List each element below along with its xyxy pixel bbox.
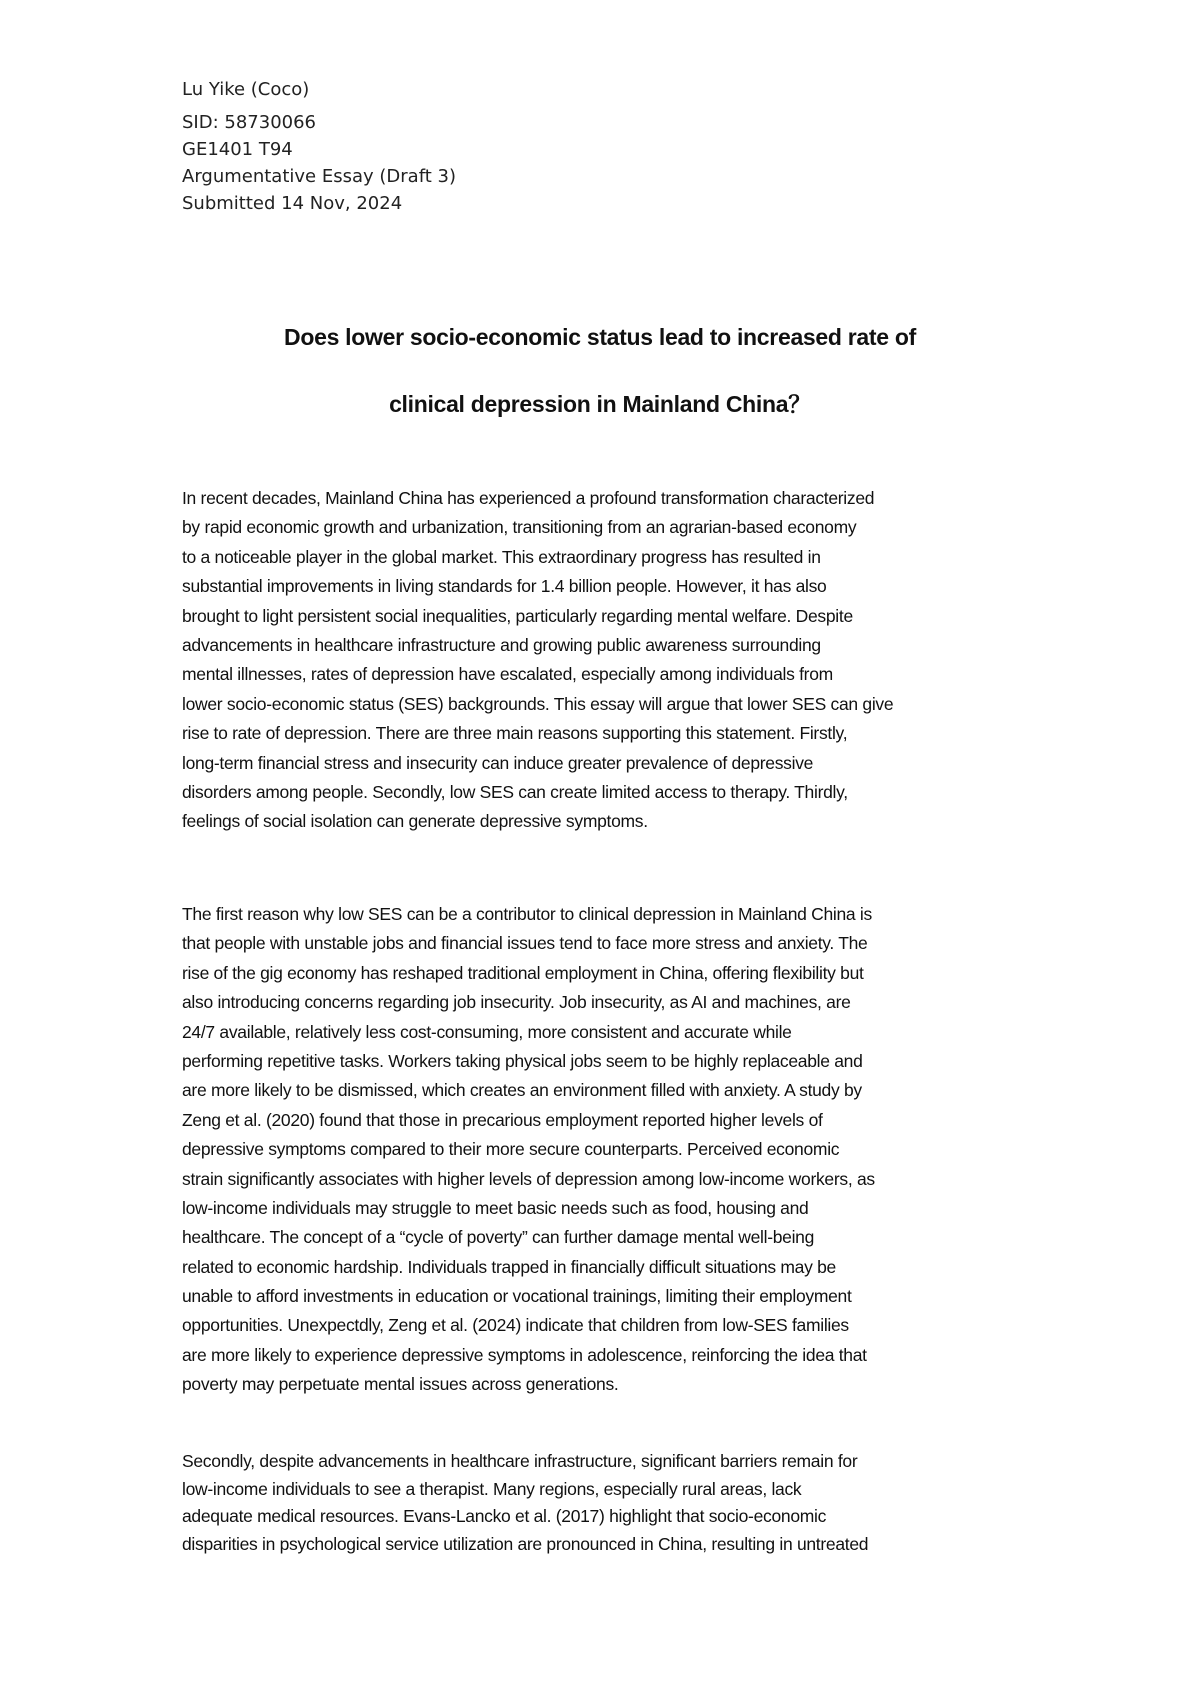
- text-line: substantial improvements in living standards for 1.4 billion people. However, it has also: [182, 576, 827, 597]
- text-line: Secondly, despite advancements in healthcare infrastructure, significant barriers remain for: [182, 1451, 858, 1471]
- text-line: poverty may perpetuate mental issues across generations.: [182, 1374, 619, 1395]
- text-line: opportunities. Unexpectdly, Zeng et al. (2024) indicate that children from low-SES families: [182, 1315, 849, 1336]
- text-line: lower socio-economic status (SES) backgrounds. This essay will argue that lower SES can give: [182, 693, 894, 714]
- text-line: related to economic hardship. Individuals trapped in financially difficult situations may be: [182, 1256, 836, 1277]
- text-line: are more likely to experience depressive symptoms in adolescence, reinforcing the idea that: [182, 1344, 867, 1365]
- text-line: Zeng et al. (2020) found that those in precarious employment reported higher levels of: [182, 1109, 823, 1130]
- text-line: mental illnesses, rates of depression have escalated, especially among individuals from: [182, 664, 833, 685]
- text-line: performing repetitive tasks. Workers taking physical jobs seem to be highly replaceable and: [182, 1050, 863, 1071]
- text-line: rise to rate of depression. There are three main reasons supporting this statement. Firstly,: [182, 723, 848, 744]
- text-line: unable to afford investments in education or vocational trainings, limiting their employment: [182, 1286, 852, 1307]
- text-line: In recent decades, Mainland China has experienced a profound transformation characterized: [182, 488, 875, 508]
- text-line: disorders among people. Secondly, low SES can create limited access to therapy. Thirdly,: [182, 781, 848, 802]
- text-line: by rapid economic growth and urbanization, transitioning from an agrarian-based economy: [182, 517, 857, 538]
- text-line: 24/7 available, relatively less cost-consuming, more consistent and accurate while: [182, 1021, 792, 1042]
- text-line: are more likely to be dismissed, which creates an environment filled with anxiety. A study by: [182, 1080, 862, 1101]
- paragraph-first-reason: [182, 900, 875, 1400]
- essay-title-line-2: clinical depression in Mainland China？: [389, 391, 811, 417]
- text-line: adequate medical resources. Evans-Lancko et al. (2017) highlight that socio-economic: [182, 1506, 827, 1527]
- text-line: strain significantly associates with higher levels of depression among low-income workers, as: [182, 1168, 875, 1189]
- text-line: that people with unstable jobs and financial issues tend to face more stress and anxiety. The: [182, 933, 868, 954]
- text-line: low-income individuals to see a therapist. Many regions, especially rural areas, lack: [182, 1478, 802, 1499]
- text-line: long-term financial stress and insecurity can induce greater prevalence of depressive: [182, 752, 814, 773]
- submission-date: Submitted 14 Nov, 2024: [182, 193, 403, 214]
- paragraph-introduction: [182, 484, 893, 837]
- author-name: Lu Yike (Coco): [182, 79, 310, 100]
- text-line: advancements in healthcare infrastructure and growing public awareness surrounding: [182, 634, 821, 655]
- text-line: low-income individuals may struggle to meet basic needs such as food, housing and: [182, 1197, 809, 1218]
- text-line: brought to light persistent social inequalities, particularly regarding mental welfare. Despite: [182, 605, 853, 626]
- paragraph-second-reason: [182, 1448, 868, 1558]
- text-line: rise of the gig economy has reshaped traditional employment in China, offering flexibility but: [182, 962, 864, 983]
- course-code: GE1401 T94: [182, 139, 293, 160]
- student-id: SID: 58730066: [182, 112, 316, 133]
- author-header: [182, 76, 456, 217]
- text-line: depressive symptoms compared to their more secure counterparts. Perceived economic: [182, 1139, 840, 1160]
- text-line: also introducing concerns regarding job insecurity. Job insecurity, as AI and machines, are: [182, 992, 851, 1013]
- text-line: disparities in psychological service utilization are pronounced in China, resulting in untreated: [182, 1533, 869, 1554]
- essay-title-line-1: Does lower socio-economic status lead to increased rate of: [284, 324, 916, 350]
- text-line: The first reason why low SES can be a contributor to clinical depression in Mainland China is: [182, 904, 872, 924]
- text-line: feelings of social isolation can generate depressive symptoms.: [182, 811, 648, 832]
- text-line: to a noticeable player in the global market. This extraordinary progress has resulted in: [182, 546, 821, 567]
- text-line: healthcare. The concept of a “cycle of poverty” can further damage mental well-being: [182, 1227, 815, 1248]
- assignment-name: Argumentative Essay (Draft 3): [182, 166, 456, 187]
